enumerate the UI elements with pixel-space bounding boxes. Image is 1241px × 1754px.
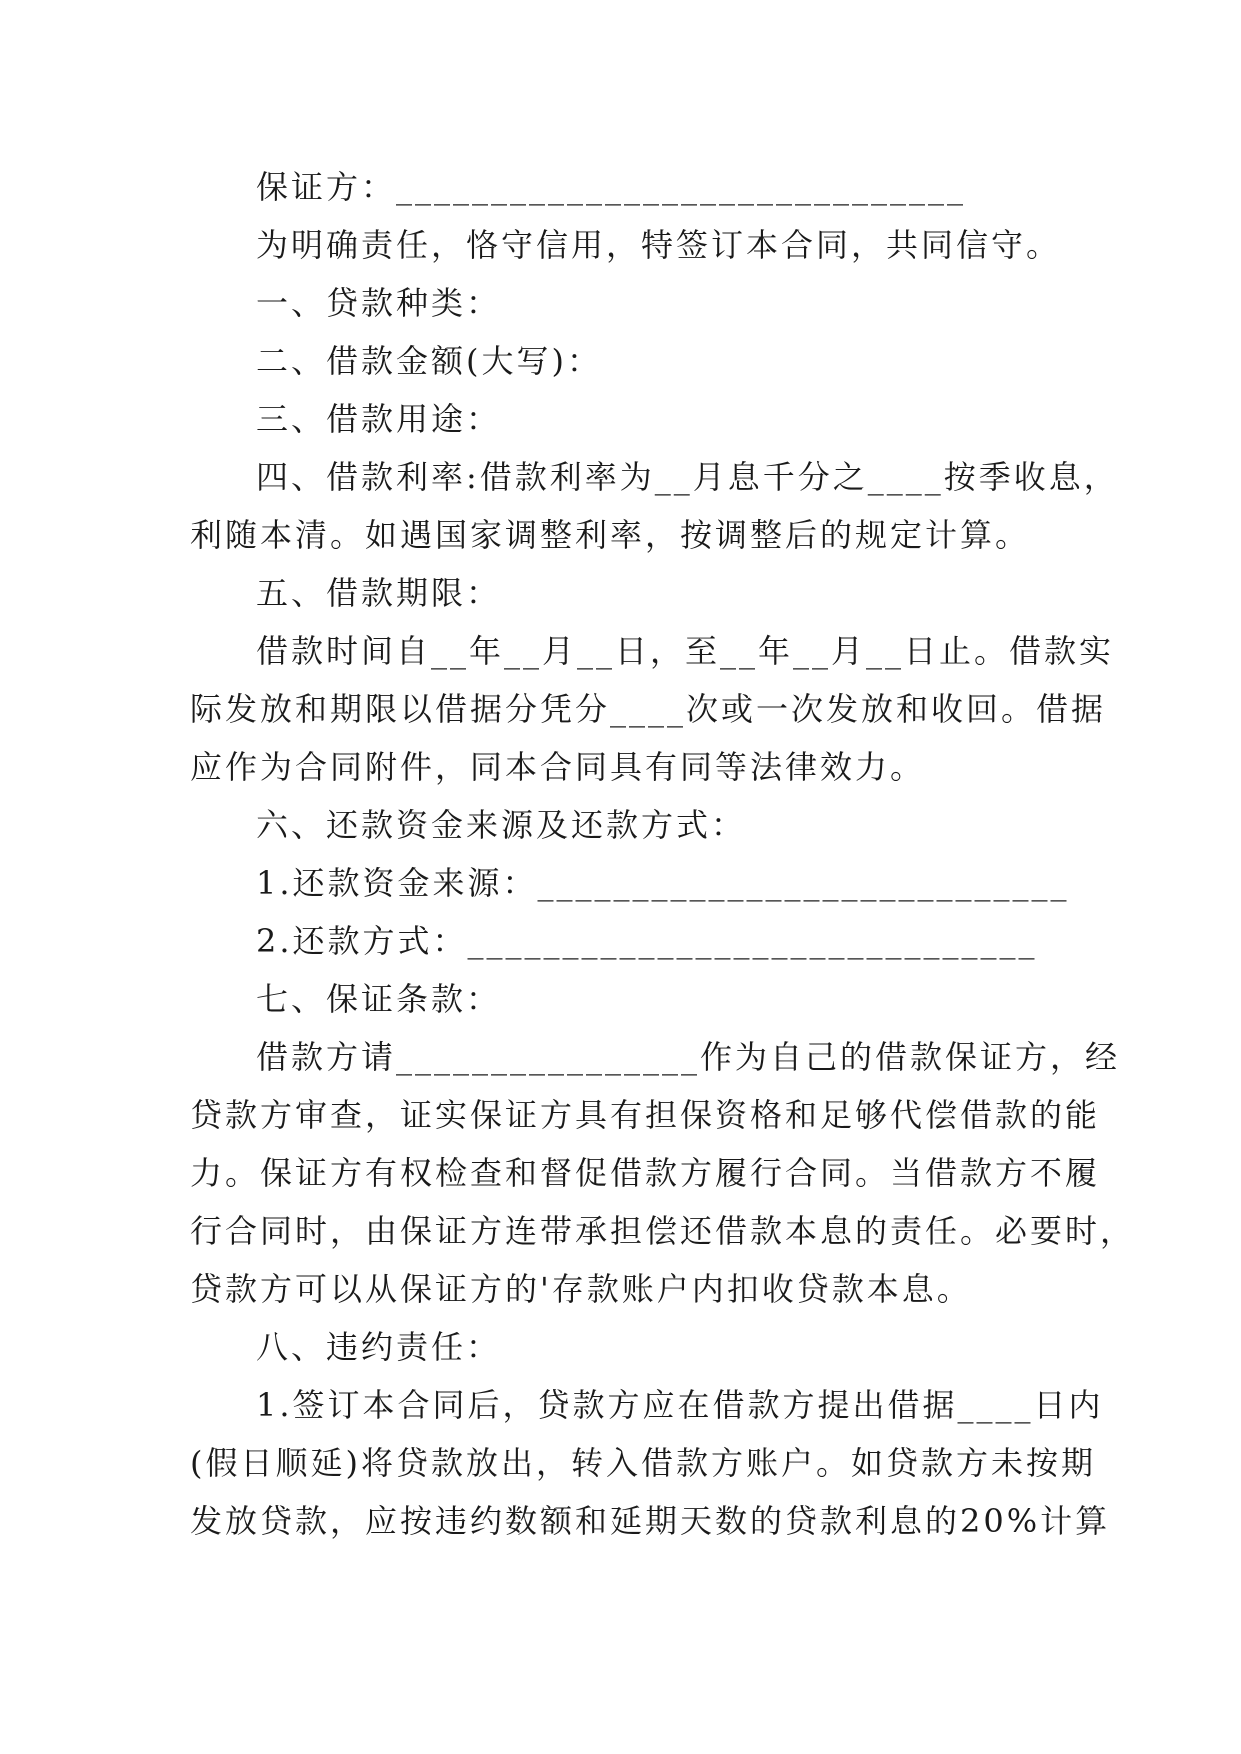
text-line: 一、贷款种类： — [256, 284, 502, 322]
text-line: 力。保证方有权检查和督促借款方履行合同。当借款方不履 — [190, 1154, 1101, 1192]
text-line: 贷款方可以从保证方的'存款账户内扣收贷款本息。 — [190, 1270, 972, 1308]
text-line: 五、借款期限： — [256, 574, 502, 612]
text-line: 为明确责任，恪守信用，特签订本合同，共同信守。 — [256, 226, 1062, 264]
text-line: 七、保证条款： — [256, 980, 502, 1018]
text-line: 行合同时，由保证方连带承担偿还借款本息的责任。必要时， — [190, 1212, 1136, 1250]
text-line: (假日顺延)将贷款放出，转入借款方账户。如贷款方未按期 — [190, 1444, 1096, 1482]
text-line: 1.签订本合同后，贷款方应在借款方提出借据____日内 — [256, 1386, 1104, 1424]
text-line: 二、借款金额(大写)： — [256, 342, 602, 380]
text-line: 际发放和期限以借据分凭分____次或一次发放和收回。借据 — [190, 690, 1107, 728]
text-line: 保证方：______________________________ — [256, 168, 967, 206]
text-line: 八、违约责任： — [256, 1328, 502, 1366]
text-line: 1.还款资金来源：____________________________ — [256, 864, 1070, 902]
text-line: 发放贷款，应按违约数额和延期天数的贷款利息的20%计算 — [190, 1502, 1111, 1540]
text-line: 借款方请________________作为自己的借款保证方，经 — [256, 1038, 1121, 1076]
text-line: 六、还款资金来源及还款方式： — [256, 806, 747, 844]
document-body — [190, 158, 1136, 1550]
text-line: 2.还款方式：______________________________ — [256, 922, 1038, 960]
text-line: 四、借款利率:借款利率为__月息千分之____按季收息， — [256, 458, 1119, 496]
text-line: 利随本清。如遇国家调整利率，按调整后的规定计算。 — [190, 516, 1031, 554]
text-line: 三、借款用途： — [256, 400, 502, 438]
text-line: 应作为合同附件，同本合同具有同等法律效力。 — [190, 748, 926, 786]
text-line: 借款时间自__年__月__日，至__年__月__日止。借款实 — [256, 632, 1115, 670]
text-line: 贷款方审查，证实保证方具有担保资格和足够代偿借款的能 — [190, 1096, 1101, 1134]
